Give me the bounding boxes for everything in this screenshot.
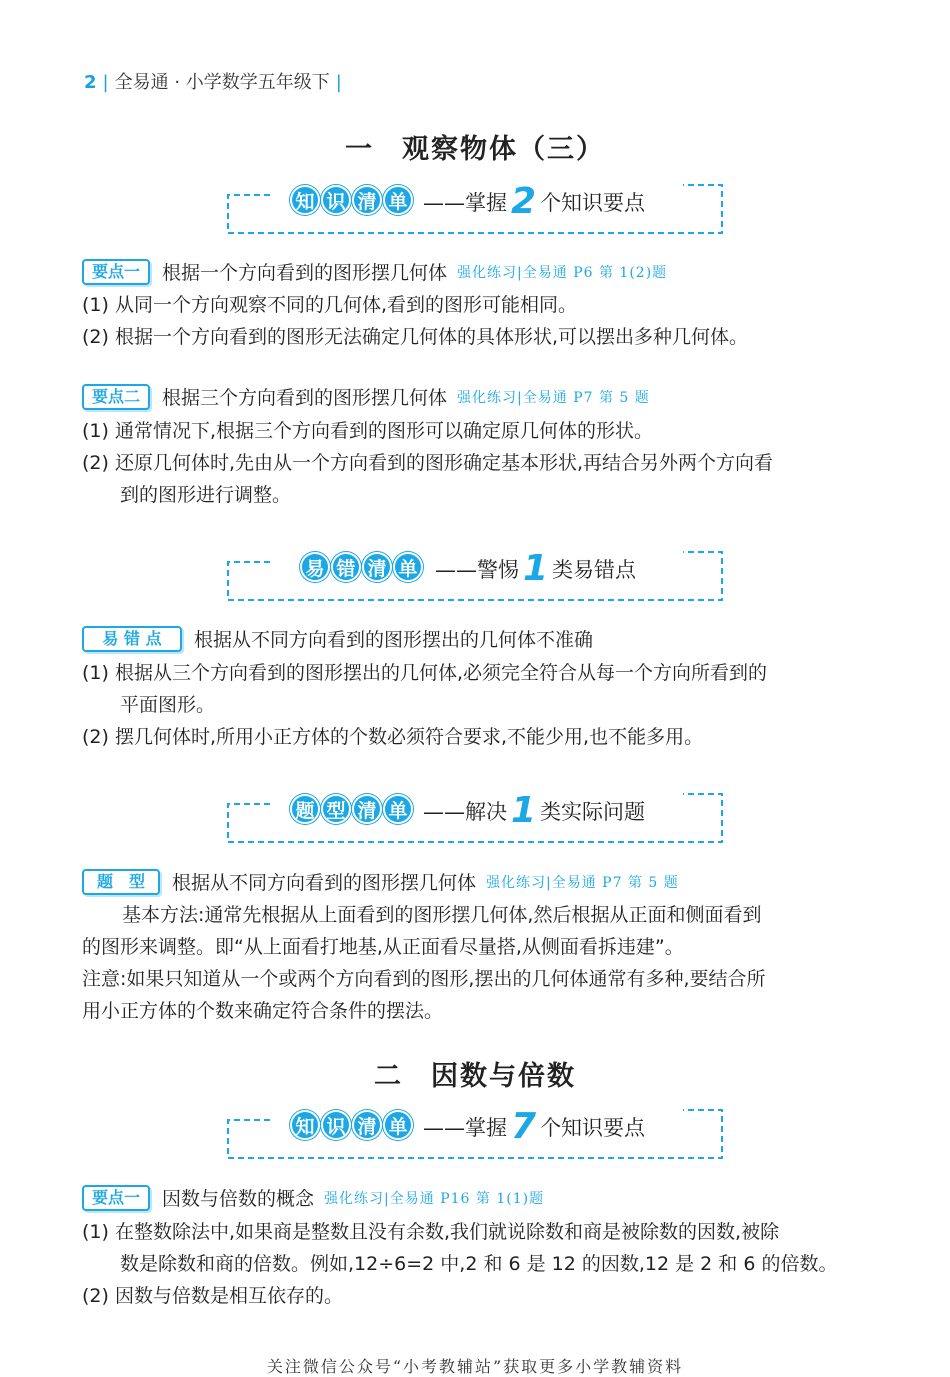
book-title: 全易通 · 小学数学五年级下: [114, 72, 330, 93]
text-line: 注意:如果只知道从一个或两个方向看到的图形,摆出的几何体通常有多种,要结合所: [82, 968, 766, 990]
text-line: (2) 摆几何体时,所用小正方体的个数必须符合要求,不能少用,也不能多用。: [82, 726, 704, 748]
text-line: (1) 通常情况下,根据三个方向看到的图形可以确定原几何体的形状。: [82, 420, 653, 442]
text-line: (2) 因数与倍数是相互依存的。: [82, 1285, 343, 1307]
text-line: 到的图形进行调整。: [120, 484, 292, 506]
text-line: 数是除数和商的倍数。例如,12÷6=2 中,2 和 6 是 12 的因数,12 是 2 和 6 的倍数。: [120, 1253, 838, 1275]
divider: |: [335, 72, 342, 93]
banner-char: 题: [290, 794, 320, 824]
chapter-number: 一: [345, 134, 374, 165]
point-tag: 易 错 点: [82, 626, 182, 652]
section-banner: [225, 792, 725, 844]
banner-char: 单: [383, 185, 413, 215]
banner-char: 知: [290, 185, 320, 215]
banner-char: 清: [362, 552, 392, 582]
chapter-number: 二: [374, 1061, 403, 1092]
text-line: 平面图形。: [120, 694, 216, 716]
text-line: (1) 根据从三个方向看到的图形摆出的几何体,必须完全符合从每一个方向所看到的: [82, 662, 767, 684]
banner-char: 清: [352, 794, 382, 824]
banner-suffix: 个知识要点: [540, 191, 646, 215]
banner-count: 2: [511, 181, 537, 222]
practice-reference: 强化练习|全易通 P7 第 5 题: [457, 389, 650, 406]
banner-char: 单: [383, 1110, 413, 1140]
banner-suffix: 类实际问题: [540, 800, 646, 824]
text-line: 基本方法:通常先根据从上面看到的图形摆几何体,然后根据从正面和侧面看到: [122, 904, 762, 926]
point-heading: 根据一个方向看到的图形摆几何体: [162, 262, 448, 284]
banner-prefix: ——掌握: [423, 191, 507, 215]
section-banner: [225, 183, 725, 235]
practice-reference: 强化练习|全易通 P16 第 1(1)题: [324, 1190, 545, 1207]
chapter-name: 观察物体（三）: [402, 134, 605, 165]
banner-suffix: 个知识要点: [540, 1116, 646, 1140]
banner-char: 清: [352, 185, 382, 215]
banner-char: 识: [321, 185, 351, 215]
banner-char: 知: [290, 1110, 320, 1140]
text-line: 用小正方体的个数来确定符合条件的摆法。: [82, 1000, 444, 1022]
point-tag: 要点一: [82, 1185, 150, 1211]
point-tag: 要点二: [82, 384, 150, 410]
point-tag: 要点一: [82, 259, 150, 285]
banner-title: [290, 185, 414, 215]
banner-subtitle: [435, 548, 637, 589]
question-type-header: [82, 868, 679, 895]
banner-count: 1: [511, 790, 537, 831]
banner-char: 单: [383, 794, 413, 824]
point-heading: 根据从不同方向看到的图形摆几何体: [172, 872, 477, 894]
banner-title: [300, 552, 424, 582]
banner-prefix: ——掌握: [423, 1116, 507, 1140]
section-banner: [225, 550, 725, 602]
chapter-name: 因数与倍数: [431, 1061, 576, 1092]
banner-title: [290, 1110, 414, 1140]
section-banner: [225, 1108, 725, 1160]
running-header: [84, 68, 348, 94]
page-number: 2: [84, 72, 97, 93]
practice-reference: 强化练习|全易通 P7 第 5 题: [486, 874, 679, 891]
divider: |: [102, 72, 109, 93]
point-heading: 根据从不同方向看到的图形摆出的几何体不准确: [194, 629, 594, 651]
banner-subtitle: [423, 790, 646, 831]
point-heading: 根据三个方向看到的图形摆几何体: [162, 387, 448, 409]
banner-char: 识: [321, 1110, 351, 1140]
banner-subtitle: [423, 181, 646, 222]
point-tag: 题 型: [82, 869, 160, 895]
banner-char: 单: [393, 552, 423, 582]
text-line: (2) 还原几何体时,先由从一个方向看到的图形确定基本形状,再结合另外两个方向看: [82, 452, 774, 474]
banner-char: 型: [321, 794, 351, 824]
chapter-title: [0, 1054, 950, 1093]
text-line: (1) 从同一个方向观察不同的几何体,看到的图形可能相同。: [82, 294, 577, 316]
error-point-header: [82, 625, 593, 652]
banner-char: 清: [352, 1110, 382, 1140]
banner-subtitle: [423, 1106, 646, 1147]
text-line: 的图形来调整。即“从上面看打地基,从正面看尽量搭,从侧面看拆违建”。: [82, 936, 684, 958]
text-line: (1) 在整数除法中,如果商是整数且没有余数,我们就说除数和商是被除数的因数,被除: [82, 1221, 780, 1243]
banner-count: 1: [523, 548, 549, 589]
key-point-header: [82, 383, 650, 410]
banner-char: 易: [300, 552, 330, 582]
banner-suffix: 类易错点: [552, 558, 637, 582]
banner-prefix: ——解决: [423, 800, 507, 824]
point-heading: 因数与倍数的概念: [162, 1188, 315, 1210]
banner-char: 错: [331, 552, 361, 582]
banner-title: [290, 794, 414, 824]
key-point-header: [82, 1184, 544, 1211]
key-point-header: [82, 258, 667, 285]
banner-prefix: ——警惕: [435, 558, 519, 582]
practice-reference: 强化练习|全易通 P6 第 1(2)题: [457, 264, 668, 281]
chapter-title: [0, 127, 950, 166]
banner-count: 7: [511, 1106, 537, 1147]
footer-note: 关注微信公众号“小考教辅站”获取更多小学教辅资料: [266, 1357, 684, 1376]
text-line: (2) 根据一个方向看到的图形无法确定几何体的具体形状,可以摆出多种几何体。: [82, 326, 748, 348]
